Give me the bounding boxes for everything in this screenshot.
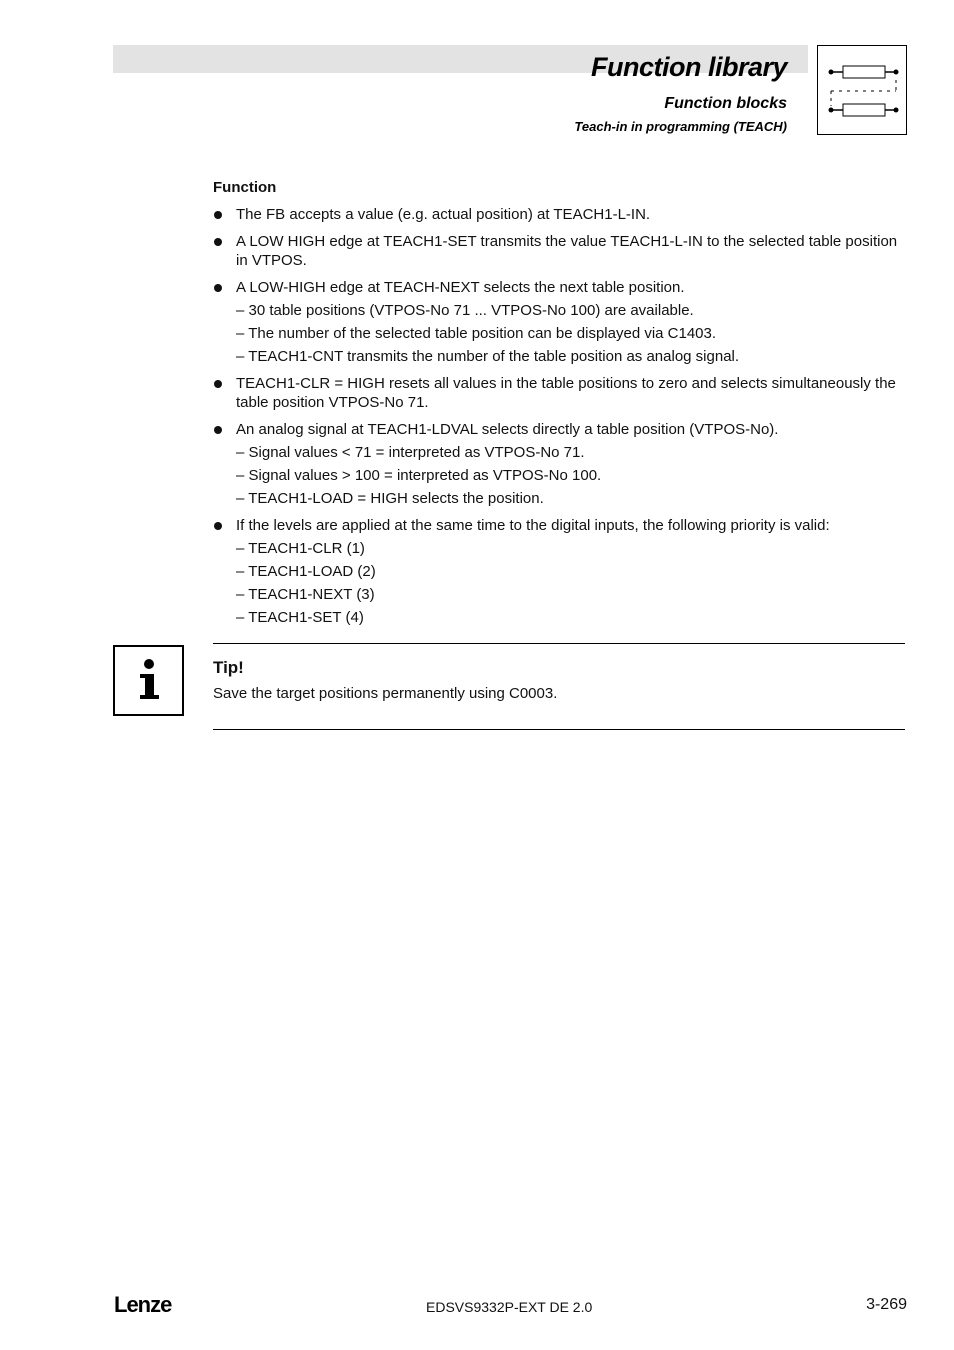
tip-divider-bottom [213, 729, 905, 730]
function-block-icon [817, 45, 907, 135]
main-content [213, 178, 905, 635]
sub-item: – Signal values < 71 = interpreted as VTPOS-No 71. [236, 444, 585, 461]
list-item: If the levels are applied at the same time to the digital inputs, the following priority is valid: – TEACH1-CLR (1) – TEACH1-LOAD (2) – TEACH1-NEXT (3) – TEACH1-SET (4) [213, 516, 905, 627]
sub-item: – 30 table positions (VTPOS-No 71 ... VTPOS-No 100) are available. [236, 302, 694, 319]
list-item: A LOW HIGH edge at TEACH1-SET transmits the value TEACH1-L-IN to the selected table position in VTPOS. [213, 232, 905, 270]
section-heading: Function [213, 179, 277, 196]
sub-item: – TEACH1-LOAD = HIGH selects the position. [236, 490, 544, 507]
list-item: The FB accepts a value (e.g. actual position) at TEACH1-L-IN. [213, 205, 905, 224]
tip-heading: Tip! [213, 658, 244, 677]
list-item: An analog signal at TEACH1-LDVAL selects directly a table position (VTPOS-No). – Signal values < 71 = interpreted as VTPOS-No 71. – Signal values > 100 = interpreted as VTPOS-No 100. – TEACH1-LOAD = HIGH selects the position. [213, 420, 905, 508]
sub-list [236, 301, 905, 366]
page-subtitle: Function blocks [664, 95, 787, 112]
sub-item: – Signal values > 100 = interpreted as VTPOS-No 100. [236, 467, 602, 484]
sub-item: – The number of the selected table position can be displayed via C1403. [236, 325, 717, 342]
sub-item: – TEACH1-CNT transmits the number of the table position as analog signal. [236, 348, 740, 365]
list-item: TEACH1-CLR = HIGH resets all values in the table positions to zero and selects simultaneously the table position VTPOS-No 71. [213, 374, 905, 412]
sub-list [236, 443, 905, 508]
bullet-list [213, 205, 905, 627]
list-item: A LOW-HIGH edge at TEACH-NEXT selects the next table position. – 30 table positions (VTPOS-No 71 ... VTPOS-No 100) are available. – The number of the selected table position can be displayed via C1403. – TEACH1-CNT transmits the number of the table position as analog signal. [213, 278, 905, 366]
function-block-diagram [818, 46, 906, 134]
tip-text: Save the target positions permanently using C0003. [213, 685, 558, 702]
lenze-logo: Lenze [114, 1292, 172, 1317]
sub-item: – TEACH1-CLR (1) [236, 540, 365, 557]
sub-item: – TEACH1-SET (4) [236, 609, 364, 626]
sub-item: – TEACH1-LOAD (2) [236, 563, 376, 580]
sub-item: – TEACH1-NEXT (3) [236, 586, 375, 603]
sub-list [236, 539, 905, 627]
section-title: Teach-in in programming (TEACH) [574, 119, 787, 134]
page-title: Function library [590, 52, 787, 82]
page-number: 3-269 [866, 1296, 907, 1313]
info-icon [113, 645, 184, 716]
tip-divider-top [213, 643, 905, 644]
document-id: EDSVS9332P-EXT DE 2.0 [426, 1299, 593, 1315]
